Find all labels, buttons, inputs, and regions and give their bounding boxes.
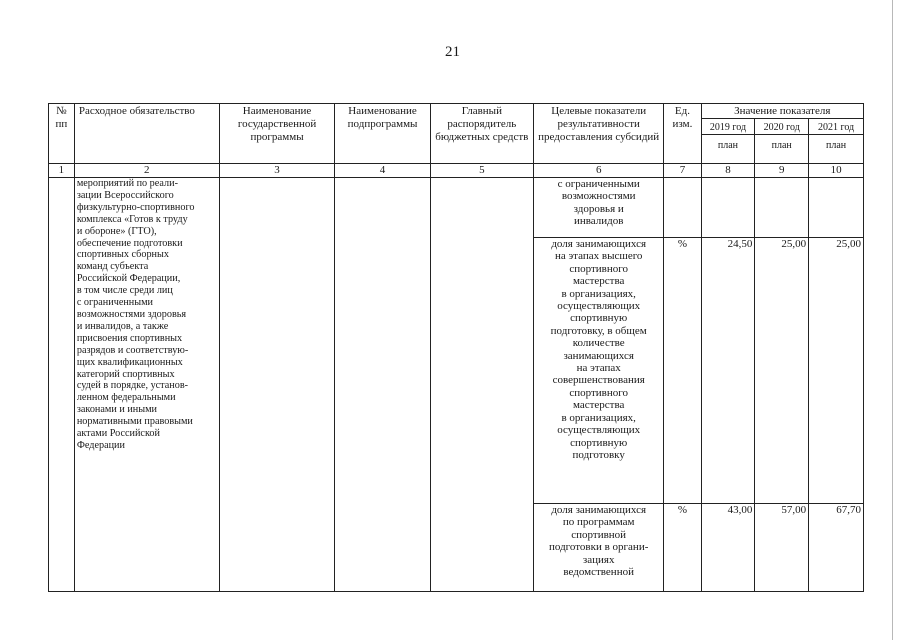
column-number: 9 <box>755 164 809 178</box>
header-plan-2021: план <box>809 135 864 164</box>
value-2021: 67,70 <box>809 504 864 592</box>
column-number: 10 <box>809 164 864 178</box>
obligation-text: мероприятий по реали- зации Всероссийского физкультурно-спортивного комплекса «Готов к труду и обороне» (ГТО), обеспечение подготовки спортивных сборных команд субъекта Российской Федерации, в том числе среди лиц с ограниченными возможностями здоровья и инвалидов, а также присвоения спортивных разрядов и соответствую- щих квалификационных категорий спортивных судей в порядке, установ- ленном федеральными законами и иными нормативными правовыми актами Российской Федерации <box>74 178 219 592</box>
unit-cell: % <box>664 238 701 504</box>
header-manager: Главный распорядитель бюджетных средств <box>430 104 533 164</box>
column-number: 8 <box>701 164 755 178</box>
indicator-text: доля занимающихся по программам спортивной подготовки в органи- зациях ведомственной <box>534 504 664 592</box>
column-number: 3 <box>219 164 335 178</box>
header-year-2020: 2020 год <box>755 119 809 135</box>
column-number: 7 <box>664 164 701 178</box>
header-plan-2019: план <box>701 135 755 164</box>
value-2020: 57,00 <box>755 504 809 592</box>
header-value-group: Значение показателя <box>701 104 863 119</box>
cell-manager <box>430 178 533 592</box>
column-number: 6 <box>534 164 664 178</box>
indicator-text: доля занимающихся на этапах высшего спортивного мастерства в организациях, осуществляющих спортивную подготовку, в общем количестве занимающихся на этапах совершенствования спортивного мастерства в организациях, осуществляющих спортивную подготовку <box>534 238 664 504</box>
unit-cell <box>664 178 701 238</box>
value-2021 <box>809 178 864 238</box>
header-plan-2020: план <box>755 135 809 164</box>
page-number: 21 <box>445 44 460 60</box>
header-subprogram: Наименование подпрограммы <box>335 104 430 164</box>
value-2021: 25,00 <box>809 238 864 504</box>
header-obligation: Расходное обязательство <box>74 104 219 164</box>
column-number: 1 <box>49 164 75 178</box>
cell-subprogram <box>335 178 430 592</box>
column-number: 2 <box>74 164 219 178</box>
column-number: 5 <box>430 164 533 178</box>
value-2019 <box>701 178 755 238</box>
value-2019: 24,50 <box>701 238 755 504</box>
header-no: № пп <box>49 104 75 164</box>
cell-program <box>219 178 335 592</box>
value-2019: 43,00 <box>701 504 755 592</box>
value-2020: 25,00 <box>755 238 809 504</box>
column-number: 4 <box>335 164 430 178</box>
header-indicators: Целевые показатели результативности предоставления субсидий <box>534 104 664 164</box>
cell-no <box>49 178 75 592</box>
table-row <box>49 178 864 238</box>
header-program: Наименование государственной программы <box>219 104 335 164</box>
budget-indicators-table <box>48 103 864 592</box>
header-unit: Ед. изм. <box>664 104 701 164</box>
value-2020 <box>755 178 809 238</box>
indicator-text: с ограниченными возможностями здоровья и инвалидов <box>534 178 664 238</box>
header-year-2021: 2021 год <box>809 119 864 135</box>
header-year-2019: 2019 год <box>701 119 755 135</box>
scan-edge-line <box>892 0 893 640</box>
unit-cell: % <box>664 504 701 592</box>
